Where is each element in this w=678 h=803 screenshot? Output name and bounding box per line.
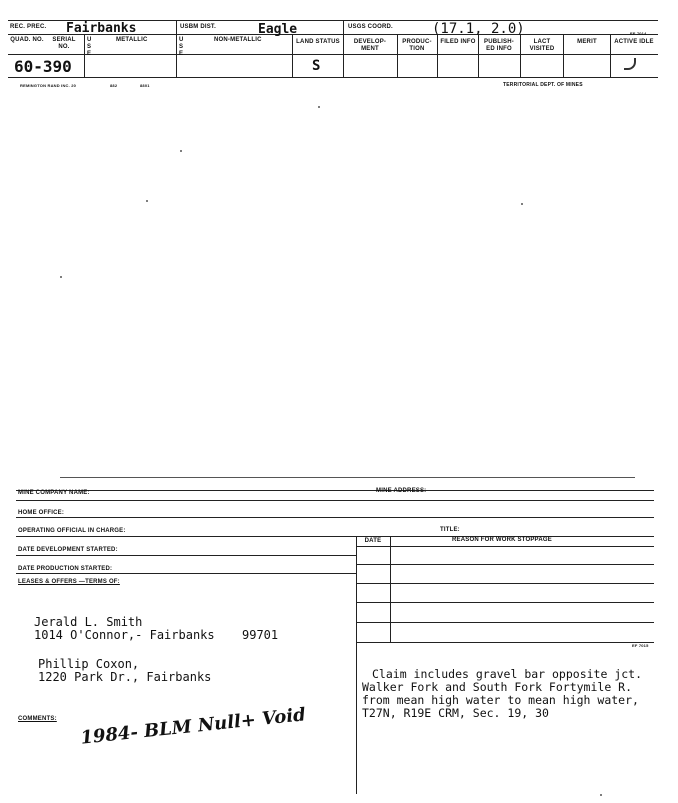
speck [180, 150, 182, 152]
title-label: TITLE: [440, 527, 460, 533]
claim-line: Walker Fork and South Fork Fortymile R. [362, 680, 633, 694]
home-office-label: HOME OFFICE: [18, 510, 65, 516]
usgs-coord-value: (17.1, 2.0) [432, 21, 525, 37]
rule [343, 20, 344, 77]
rule [356, 583, 654, 584]
col-land-status: LAND STATUS [296, 39, 340, 45]
rule [8, 54, 658, 55]
col-quad-no: QUAD. NO. [10, 37, 44, 43]
lessee-2-name: Phillip Coxon, [38, 657, 140, 671]
rule [8, 77, 658, 78]
lessee-1-zip: 99701 [242, 628, 279, 642]
quad-serial-value: 60-390 [14, 57, 72, 76]
rule [292, 34, 293, 77]
speck [600, 794, 602, 796]
rule [520, 34, 521, 77]
col-merit: MERIT [577, 39, 597, 45]
mine-company-name-label: MINE COMPANY NAME: [18, 490, 90, 496]
speck [60, 276, 62, 278]
claim-description [362, 668, 642, 720]
rule [16, 536, 654, 537]
rule [16, 500, 654, 501]
date-production-label: DATE PRODUCTION STARTED: [18, 566, 113, 572]
printer-code-2: 8801 [140, 83, 150, 88]
speck [521, 203, 523, 205]
printer-credit: REMINGTON RAND INC. 20 [20, 83, 77, 88]
rule [176, 20, 344, 21]
lower-form-number: EF 7015 [632, 643, 649, 648]
operating-official-label: OPERATING OFFICIAL IN CHARGE: [18, 528, 126, 534]
rule [478, 34, 479, 77]
rule [563, 34, 564, 77]
rule [610, 34, 611, 77]
printer-code-1: 882 [110, 83, 118, 88]
rule [397, 34, 398, 77]
rec-prec-value: Fairbanks [66, 21, 137, 36]
speck [318, 106, 320, 108]
col-use-2: U S E [179, 37, 184, 57]
rule [84, 34, 85, 77]
lessee-1-name: Jerald L. Smith [34, 615, 143, 629]
rule [390, 536, 391, 642]
mine-address-label: MINE ADDRESS: [376, 488, 427, 494]
col-published-info: PUBLISH-ED INFO [484, 39, 514, 52]
col-production: PRODUC-TION [402, 39, 432, 52]
col-serial-no: SERIAL NO. [52, 37, 76, 50]
card-edge [60, 477, 635, 478]
rule [356, 622, 654, 623]
rule [16, 573, 356, 574]
date-column-header: DATE [364, 538, 382, 544]
rule [16, 517, 654, 518]
col-last-visited: LACT VISITED [529, 39, 555, 52]
claim-line: Claim includes gravel bar opposite jct. [372, 667, 643, 681]
usbm-dist-value: Eagle [258, 22, 298, 37]
rec-prec-label: REC. PREC. [10, 24, 47, 30]
comments-label: COMMENTS: [18, 716, 57, 722]
check-mark-icon [624, 58, 636, 70]
usgs-coord-label: USGS COORD. [348, 24, 393, 30]
date-development-label: DATE DEVELOPMENT STARTED: [18, 547, 118, 553]
rule [356, 536, 357, 794]
col-non-metallic: NON-METALLIC [214, 37, 262, 43]
col-metallic: METALLIC [116, 37, 148, 43]
department-credit: TERRITORIAL DEPT. OF MINES [503, 82, 583, 88]
rule [356, 564, 654, 565]
speck [146, 200, 148, 202]
land-status-value: S [312, 58, 321, 74]
rule [356, 642, 654, 643]
form-number: EF 7014 [630, 31, 647, 36]
rule [356, 546, 654, 547]
rule [16, 490, 654, 491]
usbm-dist-label: USBM DIST. [180, 24, 217, 30]
leases-label: LEASES & OFFERS —TERMS OF: [18, 579, 120, 585]
rule [437, 34, 438, 77]
rule [356, 602, 654, 603]
handwritten-comment: 1984- BLM Null+ Void [79, 704, 307, 749]
lessee-2-address: 1220 Park Dr., Fairbanks [38, 670, 212, 684]
col-use-1: U S E [87, 37, 92, 57]
rule [16, 555, 356, 556]
rule [176, 20, 177, 77]
reason-column-header: REASON FOR WORK STOPPAGE [452, 537, 552, 543]
col-development: DEVELOP-MENT [353, 39, 387, 52]
claim-line: from mean high water to mean high water, [362, 693, 639, 707]
col-filed-info: FILED INFO [440, 39, 476, 45]
lessee-1-address: 1014 O'Connor,- Fairbanks [34, 628, 215, 642]
col-active-idle: ACTIVE IDLE [614, 39, 654, 45]
claim-line: T27N, R19E CRM, Sec. 19, 30 [362, 706, 549, 720]
